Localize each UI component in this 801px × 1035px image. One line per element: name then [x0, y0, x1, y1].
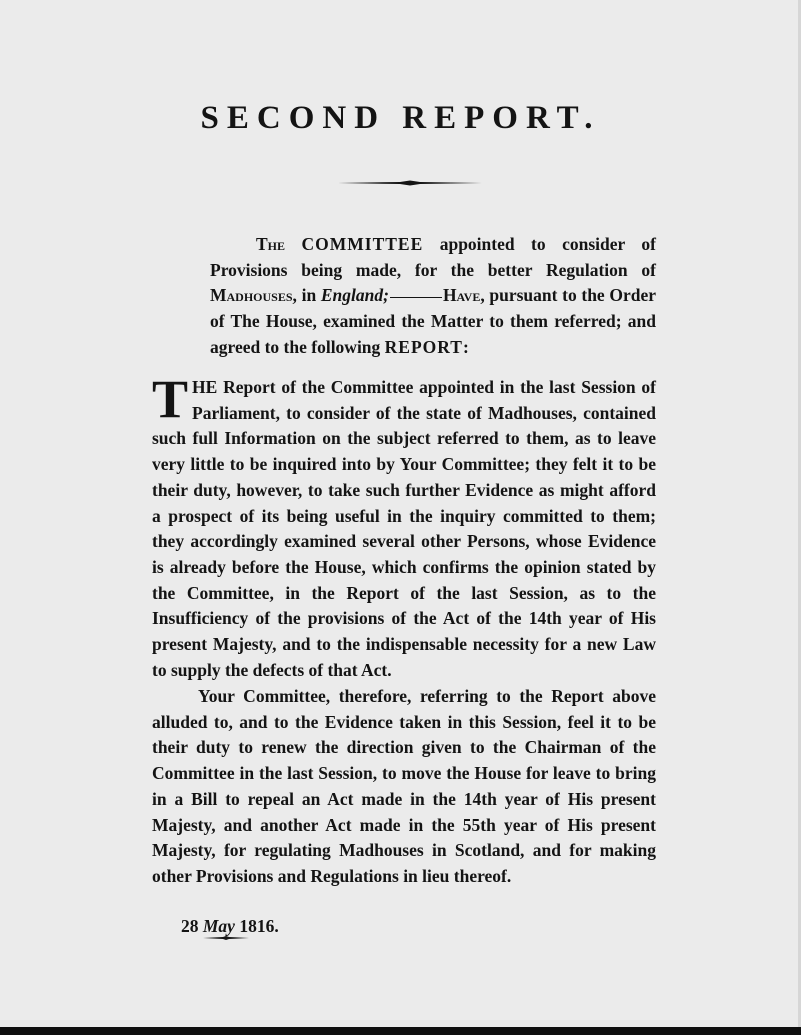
date-year: 1816. — [239, 916, 279, 936]
body-paragraph-1-text: Report of the Committee appointed in the last Session of Parliament, to consider of the state of Madhouses, contained such full Information on the subject referred to them, as to leave very little to be inquired into by Your Committee; they felt it to be their duty, however, to take such further Evidence as might afford a prospect of its being useful in the inquiry committed to them; they accordingly examined several other Persons, whose Evidence is already before the House, which confirms the opinion stated by the Committee, in the Report of the last Session, as to the Insufficiency of the provisions of the Act of the 14th year of His present Majesty, and to the indispensable necessity for a new Law to supply the defects of that Act. — [152, 377, 656, 680]
preamble-comma: , — [292, 285, 297, 306]
preamble-the: The — [256, 234, 286, 254]
committee-preamble — [210, 232, 656, 361]
preamble-report: REPORT — [384, 336, 463, 357]
decorative-rule-top — [338, 180, 482, 186]
date-month: May — [202, 916, 235, 936]
preamble-text-1: appointed to consider of Provisions being made, for the better Regulation of — [210, 234, 656, 280]
body-paragraph-1-first-word: HE — [192, 377, 218, 397]
preamble-committee: COMMITTEE — [301, 234, 424, 254]
report-date — [181, 916, 279, 937]
report-title: SECOND REPORT. — [200, 100, 601, 136]
preamble-england: England; — [320, 285, 389, 306]
page-edge-bottom — [0, 1027, 801, 1035]
preamble-have: Have — [442, 285, 481, 306]
preamble-colon: : — [462, 336, 469, 357]
drop-cap: T — [152, 369, 189, 429]
preamble-text-2: , pursuant to the Order of The House, examined the Matter to them referred; and agreed to the following — [210, 285, 657, 357]
em-dash-rule — [390, 297, 442, 298]
body-paragraph-1 — [152, 369, 656, 683]
decorative-rule-bottom — [203, 936, 249, 940]
preamble-madhouses: Madhouses — [210, 285, 293, 306]
preamble-in: in — [301, 285, 321, 306]
date-day: 28 — [181, 916, 199, 936]
body-paragraph-2: Your Committee, therefore, referring to the Report above alluded to, and to the Evidence taken in this Session, feel it to be their duty to renew the direction given to the Chairman of the Committee in the last Session, to move the House for leave to bring in a Bill to repeal an Act made in the 14th year of His present Majesty, and another Act made in the 55th year of His present Majesty, for regulating Madhouses in Scotland, and for making other Provisions and Regulations in lieu thereof. — [152, 686, 656, 886]
